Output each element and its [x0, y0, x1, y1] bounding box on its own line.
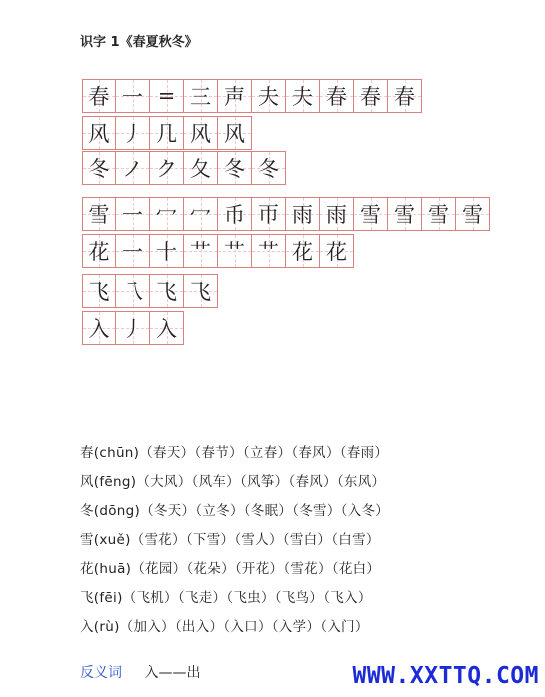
stroke-char: 夫 [258, 85, 279, 109]
stroke-cell [354, 197, 388, 231]
word-line: 花(huā)（花园）（花朵）（开花）（雪花）（花白） [80, 561, 381, 577]
stroke-row [82, 79, 422, 113]
stroke-char: 几 [156, 122, 177, 146]
stroke-char: ク [156, 157, 177, 181]
stroke-char: = [157, 84, 176, 108]
stroke-cell [388, 79, 422, 113]
stroke-cell [150, 116, 184, 150]
page-title: 识字 1《春夏秋冬》 [80, 35, 198, 50]
stroke-row [82, 151, 286, 185]
stroke-cell [82, 197, 116, 231]
stroke-cell [150, 274, 184, 308]
stroke-char: 一 [122, 203, 143, 227]
stroke-cell [388, 197, 422, 231]
stroke-row [82, 197, 490, 231]
stroke-char: 风 [88, 122, 110, 146]
stroke-char: 一 [122, 85, 143, 109]
stroke-cell [252, 79, 286, 113]
stroke-cell [116, 234, 150, 268]
stroke-cell [150, 234, 184, 268]
stroke-cell [456, 197, 490, 231]
word-line: 雪(xuě)（雪花）（下雪）（雪人）（雪白）（白雪） [80, 532, 380, 548]
stroke-char: 十 [156, 240, 177, 264]
stroke-cell [82, 116, 116, 150]
stroke-cell [150, 151, 184, 185]
stroke-char: 丿 [122, 317, 143, 341]
stroke-char: 春 [360, 85, 381, 109]
stroke-cell [320, 234, 354, 268]
stroke-char: 风 [190, 122, 211, 146]
stroke-char: 冬 [258, 157, 279, 181]
stroke-char: 帀 [258, 203, 279, 227]
stroke-char: 飞 [156, 280, 177, 304]
stroke-char: 雪 [394, 203, 415, 227]
stroke-cell [82, 311, 116, 345]
stroke-cell [82, 151, 116, 185]
stroke-char: 雪 [428, 203, 449, 227]
stroke-cell [116, 311, 150, 345]
stroke-char: 三 [190, 85, 211, 109]
stroke-cell [184, 274, 218, 308]
stroke-cell [320, 79, 354, 113]
stroke-cell [184, 234, 218, 268]
stroke-char: 花 [88, 240, 110, 264]
stroke-row [82, 311, 184, 345]
stroke-cell [218, 234, 252, 268]
stroke-char: 雨 [292, 203, 313, 227]
word-line: 飞(fēi)（飞机）（飞走）（飞虫）（飞鸟）（飞入） [80, 590, 372, 606]
stroke-cell [286, 234, 320, 268]
stroke-char: 夂 [190, 157, 211, 181]
stroke-cell [150, 311, 184, 345]
stroke-char: 雪 [462, 203, 483, 227]
stroke-cell [116, 274, 150, 308]
stroke-char: 雨 [326, 203, 347, 227]
stroke-cell [184, 116, 218, 150]
stroke-char: 花 [326, 240, 347, 264]
stroke-char: 春 [88, 85, 110, 109]
stroke-cell [320, 197, 354, 231]
site-watermark: WWW.XXTTQ.COM [352, 663, 539, 689]
stroke-char: 飞 [88, 280, 110, 304]
word-line: 冬(dōng)（冬天）（立冬）（冬眠）（冬雪）（入冬） [80, 503, 390, 519]
word-line: 春(chūn)（春天）（春节）（立春）（春风）（春雨） [80, 445, 389, 461]
stroke-cell [184, 79, 218, 113]
stroke-char: 声 [224, 85, 245, 109]
stroke-char: 春 [326, 85, 347, 109]
stroke-char: 艹 [224, 240, 245, 264]
stroke-char: 币 [224, 203, 245, 227]
word-line: 风(fēng)（大风）（风车）（风筝）（春风）（东风） [80, 474, 386, 490]
stroke-cell [116, 197, 150, 231]
stroke-char: 雪 [360, 203, 381, 227]
stroke-cell [150, 197, 184, 231]
stroke-cell [116, 116, 150, 150]
stroke-cell [252, 234, 286, 268]
stroke-row [82, 234, 354, 268]
stroke-cell [286, 79, 320, 113]
stroke-cell [218, 197, 252, 231]
stroke-cell [184, 151, 218, 185]
stroke-char: 冬 [224, 157, 245, 181]
stroke-cell [82, 234, 116, 268]
stroke-cell [218, 151, 252, 185]
stroke-char: 艹 [190, 240, 211, 264]
word-list [80, 441, 389, 644]
stroke-row [82, 274, 218, 308]
stroke-char: 春 [394, 85, 415, 109]
stroke-cell [184, 197, 218, 231]
stroke-cell [354, 79, 388, 113]
stroke-cell [82, 274, 116, 308]
stroke-char: 冖 [190, 203, 211, 227]
stroke-char: 入 [156, 317, 177, 341]
stroke-char: 冬 [88, 157, 110, 181]
stroke-char: 冖 [156, 203, 177, 227]
stroke-char: 乁 [122, 280, 143, 304]
stroke-char: 风 [224, 122, 245, 146]
stroke-cell [252, 197, 286, 231]
antonym-line [80, 662, 200, 682]
stroke-cell [286, 197, 320, 231]
stroke-row [82, 116, 252, 150]
stroke-char: 夫 [292, 85, 313, 109]
stroke-cell [116, 79, 150, 113]
stroke-cell [218, 116, 252, 150]
word-line: 入(rù)（加入）（出入）（入口）（入学）（入门） [80, 619, 369, 635]
stroke-char: ノ [122, 157, 143, 181]
stroke-char: 雪 [88, 203, 110, 227]
stroke-cell [252, 151, 286, 185]
stroke-char: 飞 [190, 280, 211, 304]
antonym-label: 反义词 [80, 665, 122, 681]
stroke-cell [150, 79, 184, 113]
stroke-char: 丿 [122, 122, 143, 146]
stroke-char: 一 [122, 240, 143, 264]
stroke-char: 艹 [258, 240, 279, 264]
stroke-char: 花 [292, 240, 313, 264]
stroke-cell [422, 197, 456, 231]
stroke-cell [82, 79, 116, 113]
antonym-value: 入——出 [144, 665, 201, 681]
stroke-char: 入 [88, 317, 110, 341]
stroke-cell [218, 79, 252, 113]
stroke-cell [116, 151, 150, 185]
